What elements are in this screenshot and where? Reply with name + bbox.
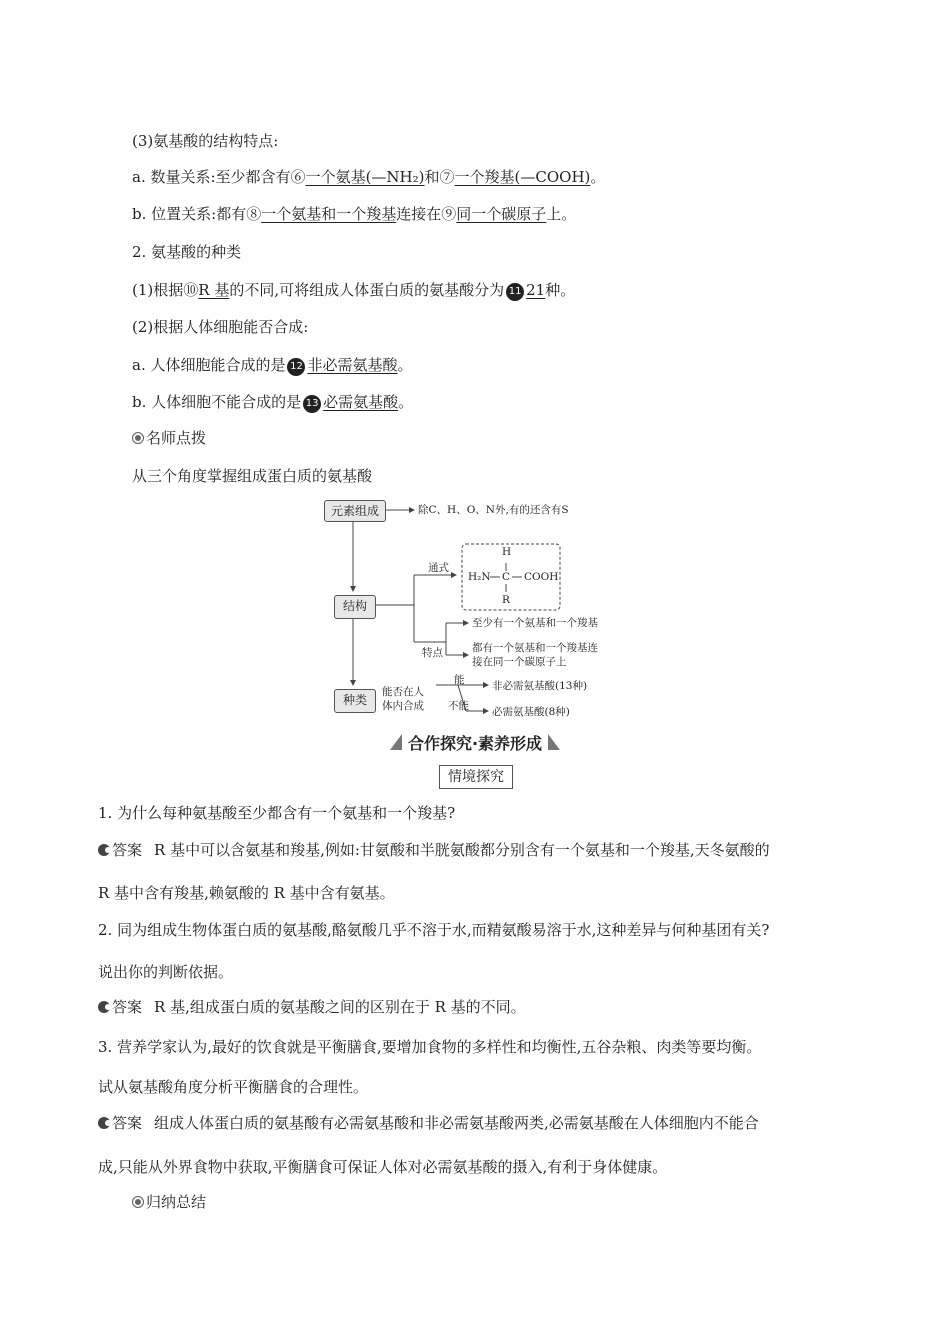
- structure-position-line: b. 位置关系:都有⑧一个氨基和一个羧基连接在⑨同一个碳原子上。: [132, 205, 577, 223]
- answer-blank: 21: [526, 281, 546, 299]
- answer-1-line-2: R 基中含有羧基,赖氨酸的 R 基中含有氨基。: [98, 884, 395, 902]
- amino-acid-concept-map: [318, 495, 638, 725]
- section-banner: 合作探究·素养形成: [0, 731, 950, 754]
- label-features: 特点: [422, 647, 443, 659]
- summary-heading: 归纳总结: [132, 1192, 206, 1212]
- node-structure: 结构: [334, 595, 376, 619]
- answer-2: 答案 R 基,组成蛋白质的氨基酸之间的区别在于 R 基的不同。: [98, 997, 526, 1017]
- answer-icon: [98, 1117, 110, 1129]
- formula-nh2: H₂N: [468, 571, 491, 583]
- can-synthesize-line-1: 能否在人: [382, 686, 424, 698]
- answer-blank: R 基: [198, 281, 230, 299]
- answer-blank: 一个氨基和一个羧基: [261, 205, 397, 223]
- question-1: 1. 为什么每种氨基酸至少都含有一个氨基和一个羧基?: [98, 804, 456, 822]
- nonessential-line: a. 人体细胞能合成的是 12 非必需氨基酸。: [132, 356, 413, 374]
- formula-h: H: [502, 546, 512, 558]
- formula-cooh: COOH: [524, 571, 559, 583]
- question-3-line-1: 3. 营养学家认为,最好的饮食就是平衡膳食,要增加食物的多样性和均衡性,五谷杂粮、肉类等要均衡。: [98, 1038, 762, 1056]
- feature-2-line-2: 接在同一个碳原子上: [472, 656, 567, 668]
- label-formula: 通式: [428, 562, 449, 574]
- triangle-icon: [548, 734, 560, 750]
- triangle-icon: [390, 734, 402, 750]
- answer-3-line-1: 答案 组成人体蛋白质的氨基酸有必需氨基酸和非必需氨基酸两类,必需氨基酸在人体细胞内不能合: [98, 1113, 759, 1133]
- feature-1: 至少有一个氨基和一个羧基: [472, 617, 598, 629]
- answer-icon: [98, 1001, 110, 1013]
- answer-blank: 必需氨基酸: [323, 393, 399, 411]
- label-no: 不能: [448, 700, 469, 712]
- answer-1-line-1: 答案 R 基中可以含氨基和羧基,例如:甘氨酸和半胱氨酸都分别含有一个氨基和一个羧基,天冬氨酸的: [98, 840, 770, 860]
- answer-blank: 一个羧基(—COOH): [454, 168, 591, 186]
- tip-text: 从三个角度掌握组成蛋白质的氨基酸: [132, 467, 373, 485]
- scenario-inquiry-tag: 情境探究: [439, 765, 513, 789]
- answer-blank: 同一个碳原子: [456, 205, 547, 223]
- bullet-icon: [132, 1196, 144, 1208]
- question-2-line-2: 说出你的判断依据。: [98, 963, 234, 981]
- can-synthesize-line-2: 体内合成: [382, 700, 424, 712]
- question-2-line-1: 2. 同为组成生物体蛋白质的氨基酸,酪氨酸几乎不溶于水,而精氨酸易溶于水,这种差异与何种基团有关?: [98, 921, 770, 939]
- answer-blank: 一个氨基(—NH₂): [305, 168, 425, 186]
- tip-heading: 名师点拨: [132, 428, 206, 448]
- answer-3-line-2: 成,只能从外界食物中获取,平衡膳食可保证人体对必需氨基酸的摄入,有利于身体健康。: [98, 1158, 668, 1176]
- section-3-title: (3)氨基酸的结构特点:: [132, 132, 279, 150]
- node-elements: 元素组成: [324, 500, 386, 522]
- bullet-icon: [132, 432, 144, 444]
- formula-r: R: [502, 594, 510, 606]
- types-synthesis-title: (2)根据人体细胞能否合成:: [132, 318, 309, 336]
- essential-line: b. 人体细胞不能合成的是 13 必需氨基酸。: [132, 393, 414, 411]
- section-2-title: 2. 氨基酸的种类: [132, 243, 242, 261]
- formula-c: C: [502, 571, 511, 583]
- types-r-group-line: (1)根据⑩R 基的不同,可将组成人体蛋白质的氨基酸分为 11 21种。: [132, 281, 576, 299]
- answer-blank: 非必需氨基酸: [307, 356, 398, 374]
- circled-number: 13: [303, 395, 321, 413]
- nonessential-amino-acids: 非必需氨基酸(13种): [492, 680, 588, 692]
- structure-quantity-line: a. 数量关系:至少都含有⑥一个氨基(—NH₂)和⑦一个羧基(—COOH)。: [132, 168, 606, 186]
- essential-amino-acids: 必需氨基酸(8种): [492, 706, 570, 718]
- label-yes: 能: [454, 674, 465, 686]
- answer-icon: [98, 844, 110, 856]
- question-3-line-2: 试从氨基酸角度分析平衡膳食的合理性。: [98, 1078, 369, 1096]
- circled-number: 11: [506, 283, 524, 301]
- elements-text: 除C、H、O、N外,有的还含有S: [418, 504, 569, 516]
- node-types: 种类: [334, 689, 376, 713]
- feature-2-line-1: 都有一个氨基和一个羧基连: [472, 642, 598, 654]
- circled-number: 12: [287, 358, 305, 376]
